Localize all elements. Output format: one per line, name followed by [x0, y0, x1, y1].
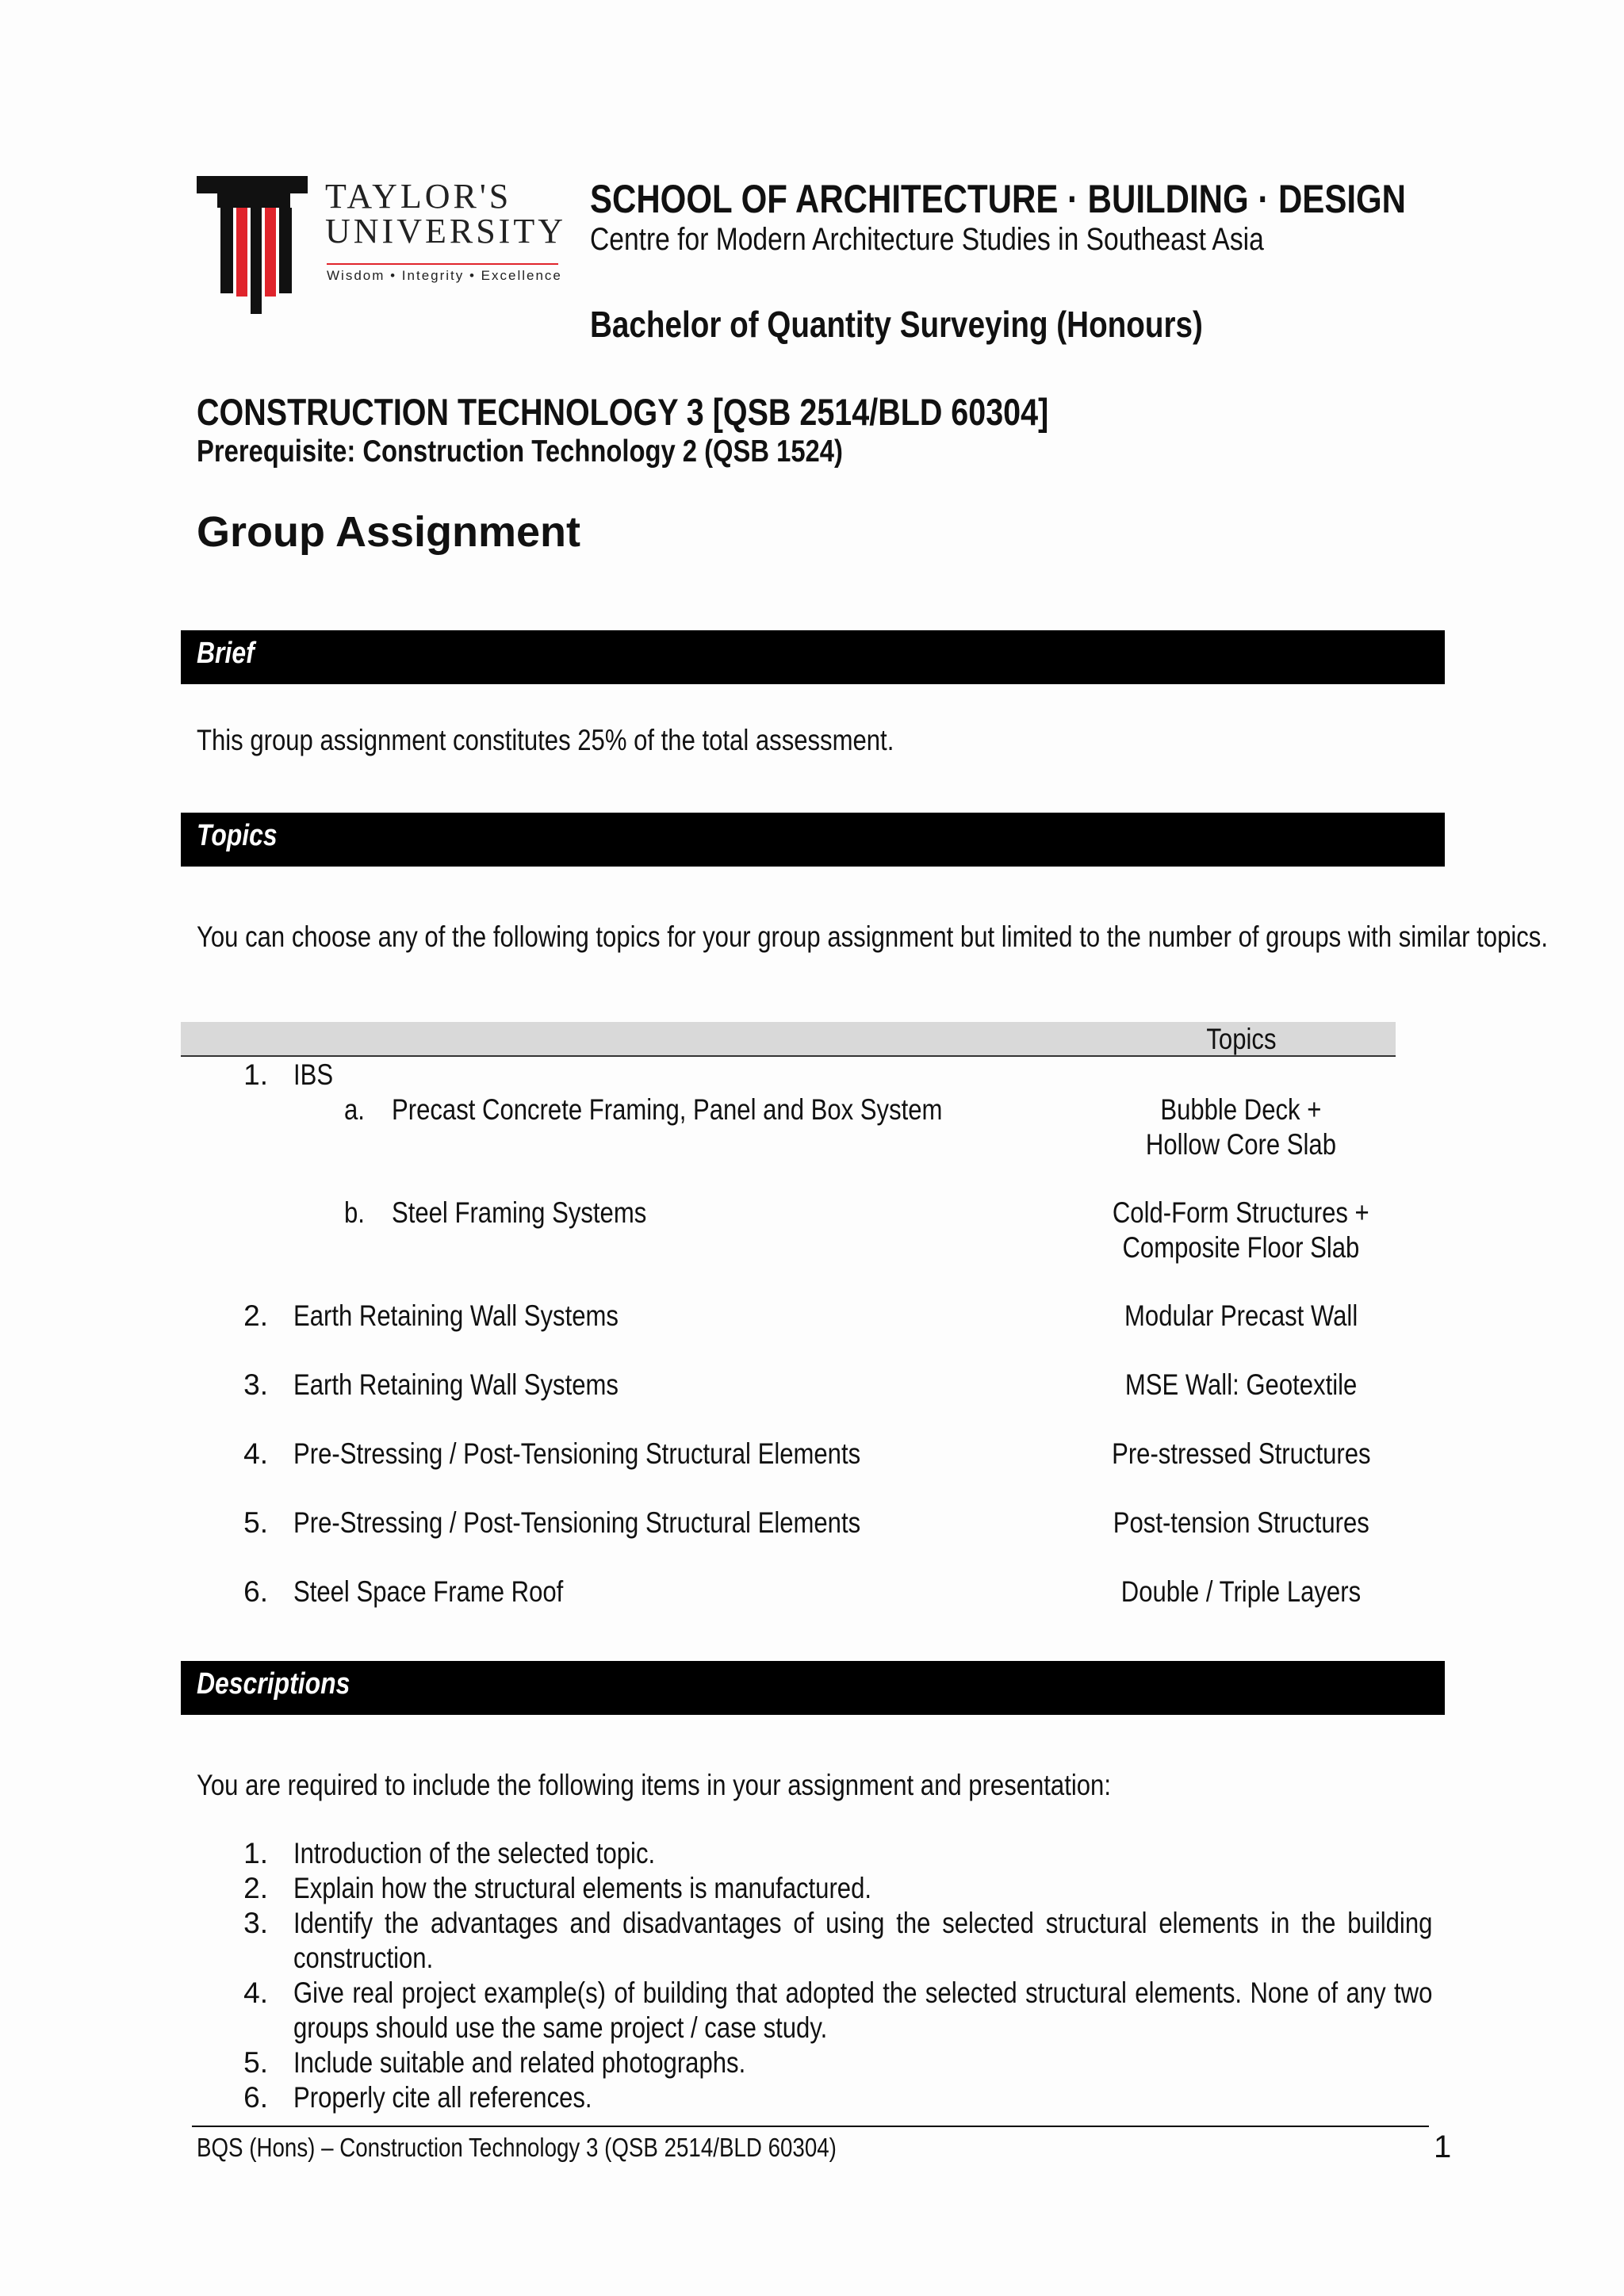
prerequisite: Prerequisite: Construction Technology 2 (QSB 1524) — [197, 434, 843, 469]
shield-icon — [197, 176, 316, 314]
list-number: 6. — [243, 2081, 268, 2114]
row-topic: Cold-Form Structures + Composite Floor Slab — [1113, 1196, 1369, 1264]
row-label: Steel Space Frame Roof — [293, 1575, 564, 1608]
page-title: Group Assignment — [197, 508, 581, 556]
section-bar-descriptions — [181, 1661, 1445, 1715]
list-number: 3. — [243, 1907, 268, 1939]
row-topic: MSE Wall: Geotextile — [1124, 1368, 1358, 1401]
row-number: 3. — [243, 1368, 268, 1401]
row-topic: Modular Precast Wall — [1124, 1299, 1358, 1332]
section-heading-topics: Topics — [197, 819, 278, 852]
row-number: 2. — [243, 1299, 268, 1332]
list-item: Give real project example(s) of building that adopted the selected structural elements. None of any two groups should use the same project / case study. — [293, 1976, 1433, 2044]
list-item: Include suitable and related photographs. — [293, 2046, 746, 2079]
row-label: IBS — [293, 1058, 334, 1091]
row-number: 4. — [243, 1437, 268, 1470]
list-number: 1. — [243, 1837, 268, 1869]
row-label: Pre-Stressing / Post-Tensioning Structural Elements — [293, 1506, 861, 1539]
row-label: Earth Retaining Wall Systems — [293, 1368, 619, 1401]
degree-title: Bachelor of Quantity Surveying (Honours) — [590, 304, 1203, 345]
list-item: Properly cite all references. — [293, 2081, 592, 2114]
page-number: 1 — [1434, 2130, 1452, 2164]
row-label: Earth Retaining Wall Systems — [293, 1299, 619, 1332]
section-bar-brief — [181, 630, 1445, 684]
logo-line1: TAYLOR'S — [325, 177, 512, 216]
row-label: Pre-Stressing / Post-Tensioning Structural Elements — [293, 1437, 861, 1470]
row-topic: Post-tension Structures — [1113, 1506, 1369, 1539]
row-letter: b. — [344, 1196, 365, 1229]
row-label: Steel Framing Systems — [392, 1196, 647, 1229]
row-number: 5. — [243, 1506, 268, 1539]
row-topic: Double / Triple Layers — [1120, 1575, 1362, 1608]
row-label: Precast Concrete Framing, Panel and Box System — [392, 1093, 943, 1126]
descriptions-intro: You are required to include the following items in your assignment and presentation: — [197, 1769, 1111, 1801]
logo-tagline: Wisdom • Integrity • Excellence — [327, 268, 562, 283]
list-number: 5. — [243, 2046, 268, 2079]
table-header-topics: Topics — [1205, 1023, 1277, 1055]
school-name: SCHOOL OF ARCHITECTURE · BUILDING · DESIGN — [590, 177, 1406, 221]
logo-line2: UNIVERSITY — [325, 212, 566, 251]
list-number: 2. — [243, 1872, 268, 1904]
footer-divider — [192, 2126, 1429, 2127]
topics-intro: You can choose any of the following topics for your group assignment but limited to the number of groups with similar topics. — [197, 920, 1548, 953]
list-item: Identify the advantages and disadvantages of using the selected structural elements in the building construction. — [293, 1907, 1433, 1974]
row-topic: Pre-stressed Structures — [1111, 1437, 1371, 1470]
section-bar-topics — [181, 813, 1445, 867]
section-heading-brief: Brief — [197, 637, 255, 670]
row-number: 6. — [243, 1575, 268, 1608]
centre-name: Centre for Modern Architecture Studies in Southeast Asia — [590, 222, 1264, 257]
list-item: Introduction of the selected topic. — [293, 1837, 656, 1869]
footer-text: BQS (Hons) – Construction Technology 3 (QSB 2514/BLD 60304) — [197, 2133, 837, 2162]
row-topic: Bubble Deck + Hollow Core Slab — [1145, 1093, 1337, 1161]
course-title: CONSTRUCTION TECHNOLOGY 3 [QSB 2514/BLD 60304] — [197, 391, 1049, 433]
row-letter: a. — [344, 1093, 365, 1126]
brief-text: This group assignment constitutes 25% of the total assessment. — [197, 724, 894, 756]
logo-divider — [327, 263, 558, 265]
list-item: Explain how the structural elements is manufactured. — [293, 1872, 872, 1904]
section-heading-descriptions: Descriptions — [197, 1667, 350, 1701]
university-logo — [197, 176, 569, 314]
list-number: 4. — [243, 1976, 268, 2009]
row-number: 1. — [243, 1058, 268, 1091]
